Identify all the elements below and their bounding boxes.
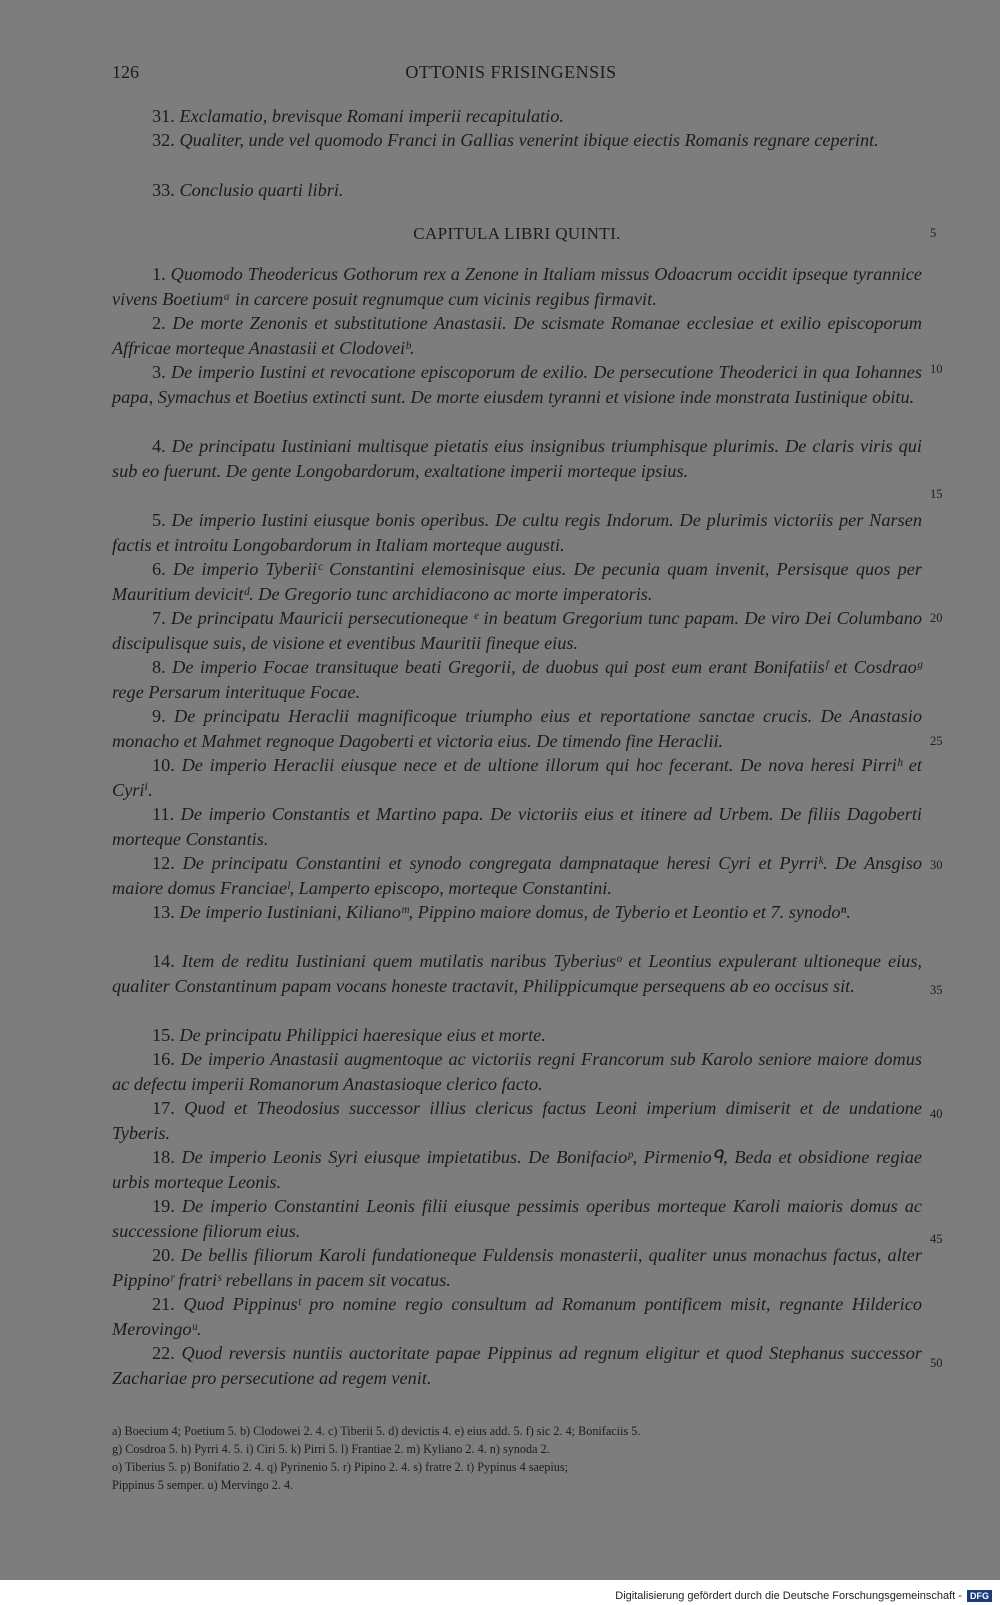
list-item: 10. De imperio Heraclii eiusque nece et de ultione illorum qui hoc fecerant. De nova heresi Pirriʰ et Cyriⁱ. (112, 755, 922, 800)
list-item: 6. De imperio Tyberiiᶜ Constantini elemosinisque eius. De pecunia quam invenit, Persisque quos per Mauritium devicitᵈ. De Gregorio tunc archidiacono ac morte imperatoris. (112, 559, 922, 604)
line-number: 35 (930, 983, 943, 997)
list-item: 20. De bellis filiorum Karoli fundationeque Fuldensis monasterii, qualiter unus monachus factus, alter Pippinoʳ fratriˢ rebellans in pacem sit vocatus. (112, 1245, 922, 1290)
list-item: 8. De imperio Focae transituque beati Gregorii, de duobus qui post eum erant Bonifatiisᶠ et Cosdraoᵍ rege Persarum interituque Focae. (112, 657, 922, 702)
list-item: 9. De principatu Heraclii magnificoque triumpho eius et reportatione sanctae crucis. De Anastasio monacho et Mahmet regnoque Dagoberti et victoria eius. De timendo fine Heraclii. (112, 706, 922, 751)
line-number: 10 (930, 362, 943, 376)
list-item: 12. De principatu Constantini et synodo congregata dampnataque heresi Cyri et Pyrriᵏ. De Ansgiso maiore domus Franciaeˡ, Lamperto episcopo, morteque Constantini. (112, 853, 923, 898)
list-item: 2. De morte Zenonis et substitutione Anastasii. De scismate Romanae ecclesiae et exilio episcoporum Affricae morteque Anastasii et Clodoveiᵇ. (112, 313, 922, 358)
list-item: 22. Quod reversis nuntiis auctoritate papae Pippinus ad regnum eligitur et quod Stephanus successor Zachariae pro persecutione ad regem venit. (112, 1343, 922, 1388)
list-item: 33. Conclusio quarti libri. (152, 180, 344, 200)
line-number: 20 (930, 611, 943, 625)
line-number: 30 (930, 858, 943, 872)
footnote-line: o) Tiberius 5. p) Bonifatio 2. 4. q) Pyrinenio 5. r) Pipino 2. 4. s) fratre 2. t) Pypinus 4 saepius; (112, 1460, 568, 1474)
digitization-credit: Digitalisierung gefördert durch die Deutsche Forschungsgemeinschaft - DFG (615, 1590, 992, 1602)
page-number: 126 (112, 62, 139, 82)
line-number: 50 (930, 1356, 943, 1370)
list-item: 13. De imperio Iustiniani, Kilianoᵐ, Pippino maiore domus, de Tyberio et Leontio et 7. synodoⁿ. (152, 902, 851, 922)
list-item: 5. De imperio Iustini eiusque bonis operibus. De cultu regis Indorum. De plurimis victoriis per Narsen factis et introitu Longobardorum in Italiam morteque augusti. (112, 510, 922, 555)
footnote-line: g) Cosdroa 5. h) Pyrri 4. 5. i) Ciri 5. k) Pirri 5. l) Frantiae 2. m) Kyliano 2. 4. n) synoda 2. (112, 1442, 550, 1456)
dfg-logo: DFG (967, 1590, 992, 1602)
page-header (112, 62, 910, 90)
list-item: 32. Qualiter, unde vel quomodo Franci in Gallias venerint ibique eiectis Romanis regnare ceperint. (152, 130, 879, 150)
list-item: 4. De principatu Iustiniani multisque pietatis eius insignibus triumphisque plurimis. De claris viris qui sub eo fuerunt. De gente Longobardorum, exaltatione imperii morteque ipsius. (112, 436, 922, 481)
list-item: 31. Exclamatio, brevisque Romani imperii recapitulatio. (152, 106, 564, 126)
list-item: 18. De imperio Leonis Syri eiusque impietatibus. De Bonifacioᵖ, Pirmenioᑫ, Beda et obsidione regiae urbis morteque Leonis. (112, 1147, 922, 1192)
list-item: 14. Item de reditu Iustiniani quem mutilatis naribus Tyberiusᵒ et Leontius expulerant ultioneque eius, qualiter Constantinum papam vocans honeste tractavit, Philippicumque persequens ab eo occisus sit. (112, 951, 922, 996)
running-title: OTTONIS FRISINGENSIS (405, 62, 617, 82)
list-item: 3. De imperio Iustini et revocatione episcoporum de exilio. De persecutione Theoderici in qua Iohannes papa, Symachus et Boetius extincti sunt. De morte eiusdem tyranni et visione inde monstrata Iustinique obitu. (112, 362, 922, 407)
list-item: 19. De imperio Constantini Leonis filii eiusque pessimis operibus morteque Karoli maioris domus ac successione filiorum eius. (112, 1196, 922, 1241)
footnote-line: Pippinus 5 semper. u) Mervingo 2. 4. (112, 1478, 294, 1492)
list-item: 15. De principatu Philippici haeresique eius et morte. (152, 1025, 546, 1045)
list-item: 17. Quod et Theodosius successor illius clericus factus Leoni imperium dimiserit et de undatione Tyberis. (112, 1098, 922, 1143)
line-number: 40 (930, 1107, 943, 1121)
section-heading: CAPITULA LIBRI QUINTI. (413, 224, 621, 243)
line-number: 25 (930, 734, 943, 748)
line-number: 5 (930, 226, 937, 240)
list-item: 21. Quod Pippinusᵗ pro nomine regio consultum ad Romanum pontificem misit, regnante Hilderico Merovingoᵘ. (112, 1294, 922, 1339)
line-number: 45 (930, 1232, 943, 1246)
list-item: 7. De principatu Mauricii persecutioneque ᵉ in beatum Gregorium tunc papam. De viro Dei Columbano discipulisque suis, de visione et eventibus Mauritii fineque eius. (112, 608, 923, 653)
list-item: 1. Quomodo Theodericus Gothorum rex a Zenone in Italiam missus Odoacrum occidit ipseque tyrannice vivens Boetiumᵃ in carcere posuit regnumque cum vicinis regibus firmavit. (112, 264, 922, 309)
line-number: 15 (930, 487, 943, 501)
footnote-line: a) Boecium 4; Poetium 5. b) Clodowei 2. 4. c) Tiberii 5. d) devictis 4. e) eius add. 5. f) sic 2. 4; Bonifaciis 5. (112, 1424, 641, 1438)
list-item: 11. De imperio Constantis et Martino papa. De victoriis eius et itinere ad Urbem. De filiis Dagoberti morteque Constantis. (112, 804, 922, 849)
list-item: 16. De imperio Anastasii augmentoque ac victoriis regni Francorum sub Karolo seniore maiore domus ac defectu imperii Romanorum Anastasioque clerico facto. (112, 1049, 922, 1094)
